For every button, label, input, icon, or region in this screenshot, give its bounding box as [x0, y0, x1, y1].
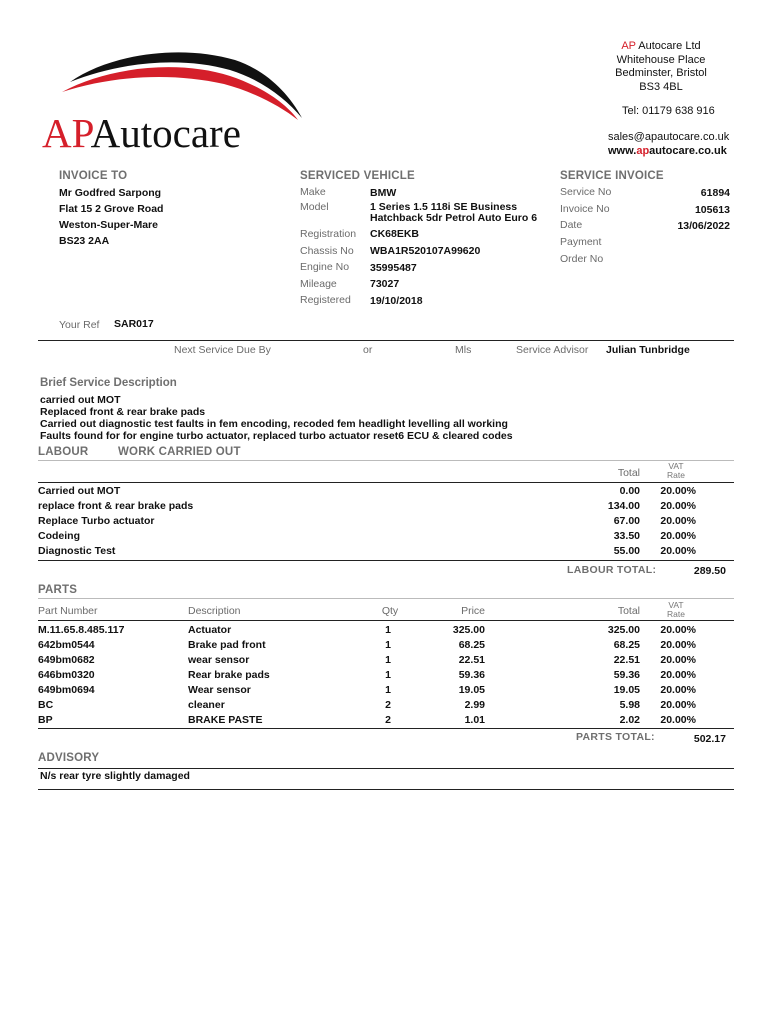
part-vat: 20.00%	[660, 684, 696, 696]
company-tel: Tel: 01179 638 916	[622, 105, 715, 117]
labour-heading: LABOUR	[38, 446, 89, 458]
labour-desc: Codeing	[38, 530, 80, 542]
divider-top	[38, 340, 734, 341]
part-qty: 2	[385, 714, 391, 726]
advisory-bottom-divider	[38, 789, 734, 790]
brief-description-body	[40, 394, 513, 442]
chassis-value: WBA1R520107A99620	[370, 245, 481, 257]
table-row	[38, 545, 734, 560]
table-row	[38, 654, 734, 669]
company-website: www.apautocare.co.uk	[608, 145, 727, 157]
part-vat: 20.00%	[660, 669, 696, 681]
part-number: BC	[38, 699, 54, 711]
work-carried-out-heading: WORK CARRIED OUT	[118, 446, 241, 458]
parts-header-divider	[38, 620, 734, 621]
brief-line: carried out MOT	[40, 394, 121, 406]
brief-line: Replaced front & rear brake pads	[40, 406, 206, 418]
chassis-label: Chassis No	[300, 245, 354, 257]
part-desc: Wear sensor	[188, 684, 251, 696]
date-label: Date	[560, 219, 583, 231]
labour-total: 0.00	[619, 485, 640, 497]
parts-table	[38, 624, 734, 729]
labour-total: 67.00	[613, 515, 640, 527]
labour-desc: replace front & rear brake pads	[38, 500, 194, 512]
company-email: sales@apautocare.co.uk	[608, 131, 730, 143]
part-qty: 1	[385, 639, 391, 651]
part-total: 2.02	[619, 714, 640, 726]
labour-total: 33.50	[613, 530, 640, 542]
brief-line: Faults found for for engine turbo actuator, replaced turbo actuator reset6 ECU & cleared codes	[40, 430, 513, 442]
table-row	[38, 639, 734, 654]
part-total: 59.36	[613, 669, 640, 681]
service-no-label: Service No	[560, 186, 612, 198]
car-swoosh-graphic	[40, 40, 310, 120]
invoice-to-heading: INVOICE TO	[59, 170, 128, 182]
part-number: BP	[38, 714, 53, 726]
part-number: 642bm0544	[38, 639, 95, 651]
brief-description-heading: Brief Service Description	[40, 377, 177, 389]
company-logo	[40, 40, 310, 160]
parts-heading: PARTS	[38, 584, 78, 596]
company-name: AP Autocare Ltd	[621, 40, 701, 52]
registration-label: Registration	[300, 228, 357, 240]
your-ref-label: Your Ref	[59, 319, 100, 331]
labour-bottom-divider	[38, 560, 734, 561]
model-value-line1: 1 Series 1.5 118i SE Business	[370, 201, 518, 213]
qty-header: Qty	[381, 605, 399, 617]
part-desc: cleaner	[188, 699, 225, 711]
labour-total-label: LABOUR TOTAL:	[567, 564, 657, 576]
part-price: 19.05	[458, 684, 485, 696]
customer-address-line1: Flat 15 2 Grove Road	[59, 203, 164, 215]
customer-postcode: BS23 2AA	[59, 235, 110, 247]
company-postcode: BS3 4BL	[639, 80, 683, 93]
part-price: 68.25	[458, 639, 485, 651]
table-row	[38, 699, 734, 714]
labour-vat: 20.00%	[660, 515, 696, 527]
date-value: 13/06/2022	[677, 220, 730, 232]
labour-vat: 20.00%	[660, 545, 696, 557]
part-price: 59.36	[458, 669, 485, 681]
total-header: Total	[617, 605, 640, 617]
model-label: Model	[300, 201, 329, 213]
part-price: 22.51	[458, 654, 485, 666]
labour-header-divider	[38, 482, 734, 483]
part-qty: 2	[385, 699, 391, 711]
part-price: 1.01	[464, 714, 485, 726]
table-row	[38, 530, 734, 545]
mls-label: Mls	[455, 344, 472, 356]
table-row	[38, 669, 734, 684]
your-ref-value: SAR017	[114, 318, 154, 330]
labour-desc: Carried out MOT	[38, 485, 121, 497]
labour-desc: Replace Turbo actuator	[38, 515, 155, 527]
part-total: 19.05	[613, 684, 640, 696]
part-desc: Rear brake pads	[188, 669, 270, 681]
part-qty: 1	[385, 684, 391, 696]
part-number: 649bm0694	[38, 684, 95, 696]
part-vat: 20.00%	[660, 714, 696, 726]
company-address-line1: Whitehouse Place	[616, 53, 706, 66]
part-price: 2.99	[464, 699, 485, 711]
part-total: 5.98	[619, 699, 640, 711]
company-address-line2: Bedminster, Bristol	[615, 67, 707, 79]
part-number: 649bm0682	[38, 654, 95, 666]
parts-total-value: 502.17	[693, 733, 726, 745]
invoice-no-value: 105613	[694, 204, 730, 216]
part-vat: 20.00%	[660, 639, 696, 651]
table-row	[38, 624, 734, 639]
part-qty: 1	[385, 624, 391, 636]
next-service-due-label: Next Service Due By	[174, 344, 271, 356]
part-qty: 1	[385, 669, 391, 681]
advisory-text: N/s rear tyre slightly damaged	[40, 770, 190, 782]
mileage-label: Mileage	[300, 278, 337, 290]
labour-table	[38, 485, 734, 560]
order-no-label: Order No	[560, 253, 604, 265]
registered-value: 19/10/2018	[370, 295, 423, 307]
description-header: Description	[188, 605, 241, 617]
logo-ap: AP	[42, 110, 91, 156]
labour-total: 55.00	[613, 545, 640, 557]
part-total: 22.51	[613, 654, 640, 666]
labour-vat: 20.00%	[660, 500, 696, 512]
part-number: 646bm0320	[38, 669, 95, 681]
labour-vat: 20.00%	[660, 530, 696, 542]
part-number-header: Part Number	[38, 605, 98, 617]
table-row	[38, 714, 734, 729]
labour-vat-header: VAT Rate	[667, 461, 685, 480]
labour-vat: 20.00%	[660, 485, 696, 497]
make-value: BMW	[370, 187, 397, 199]
advisory-heading: ADVISORY	[38, 752, 100, 764]
advisory-divider	[38, 768, 734, 769]
registration-value: CK68EKB	[370, 228, 420, 240]
service-no-value: 61894	[700, 187, 730, 199]
part-price: 325.00	[452, 624, 485, 636]
serviced-vehicle-heading: SERVICED VEHICLE	[300, 170, 415, 182]
registered-label: Registered	[300, 294, 351, 306]
customer-name: Mr Godfred Sarpong	[59, 187, 162, 199]
make-label: Make	[300, 186, 326, 198]
part-vat: 20.00%	[660, 624, 696, 636]
price-header: Price	[461, 605, 485, 617]
mileage-value: 73027	[370, 278, 400, 290]
logo-autocare: Autocare	[90, 110, 241, 156]
labour-total-header: Total	[617, 467, 640, 479]
parts-vat-header: VAT Rate	[667, 600, 685, 619]
labour-total: 134.00	[607, 500, 640, 512]
labour-desc: Diagnostic Test	[38, 545, 116, 557]
customer-address-line2: Weston-Super-Mare	[59, 219, 158, 231]
table-row	[38, 515, 734, 530]
part-total: 325.00	[607, 624, 640, 636]
payment-label: Payment	[560, 236, 602, 248]
service-invoice-heading: SERVICE INVOICE	[560, 170, 664, 182]
part-vat: 20.00%	[660, 699, 696, 711]
invoice-no-label: Invoice No	[560, 203, 610, 215]
part-total: 68.25	[613, 639, 640, 651]
engine-value: 35995487	[370, 262, 417, 274]
or-label: or	[363, 344, 373, 356]
part-desc: Brake pad front	[188, 639, 266, 651]
service-advisor-value: Julian Tunbridge	[606, 344, 690, 356]
company-address	[596, 40, 726, 94]
part-qty: 1	[385, 654, 391, 666]
model-value-line2: Hatchback 5dr Petrol Auto Euro 6	[370, 212, 538, 224]
service-advisor-label: Service Advisor	[516, 344, 589, 356]
part-number: M.11.65.8.485.117	[38, 624, 125, 636]
part-desc: BRAKE PASTE	[188, 714, 263, 726]
part-desc: Actuator	[188, 624, 232, 636]
parts-bottom-divider	[38, 728, 734, 729]
engine-label: Engine No	[300, 261, 350, 273]
parts-total-label: PARTS TOTAL:	[576, 731, 655, 743]
table-row	[38, 485, 734, 500]
labour-divider-thin	[38, 460, 734, 461]
labour-total-value: 289.50	[693, 565, 726, 577]
parts-divider-thin	[38, 598, 734, 599]
brief-line: Carried out diagnostic test faults in fem encoding, recoded fem headlight levelling all working	[40, 418, 508, 430]
table-row	[38, 500, 734, 515]
part-vat: 20.00%	[660, 654, 696, 666]
table-row	[38, 684, 734, 699]
part-desc: wear sensor	[188, 654, 250, 666]
